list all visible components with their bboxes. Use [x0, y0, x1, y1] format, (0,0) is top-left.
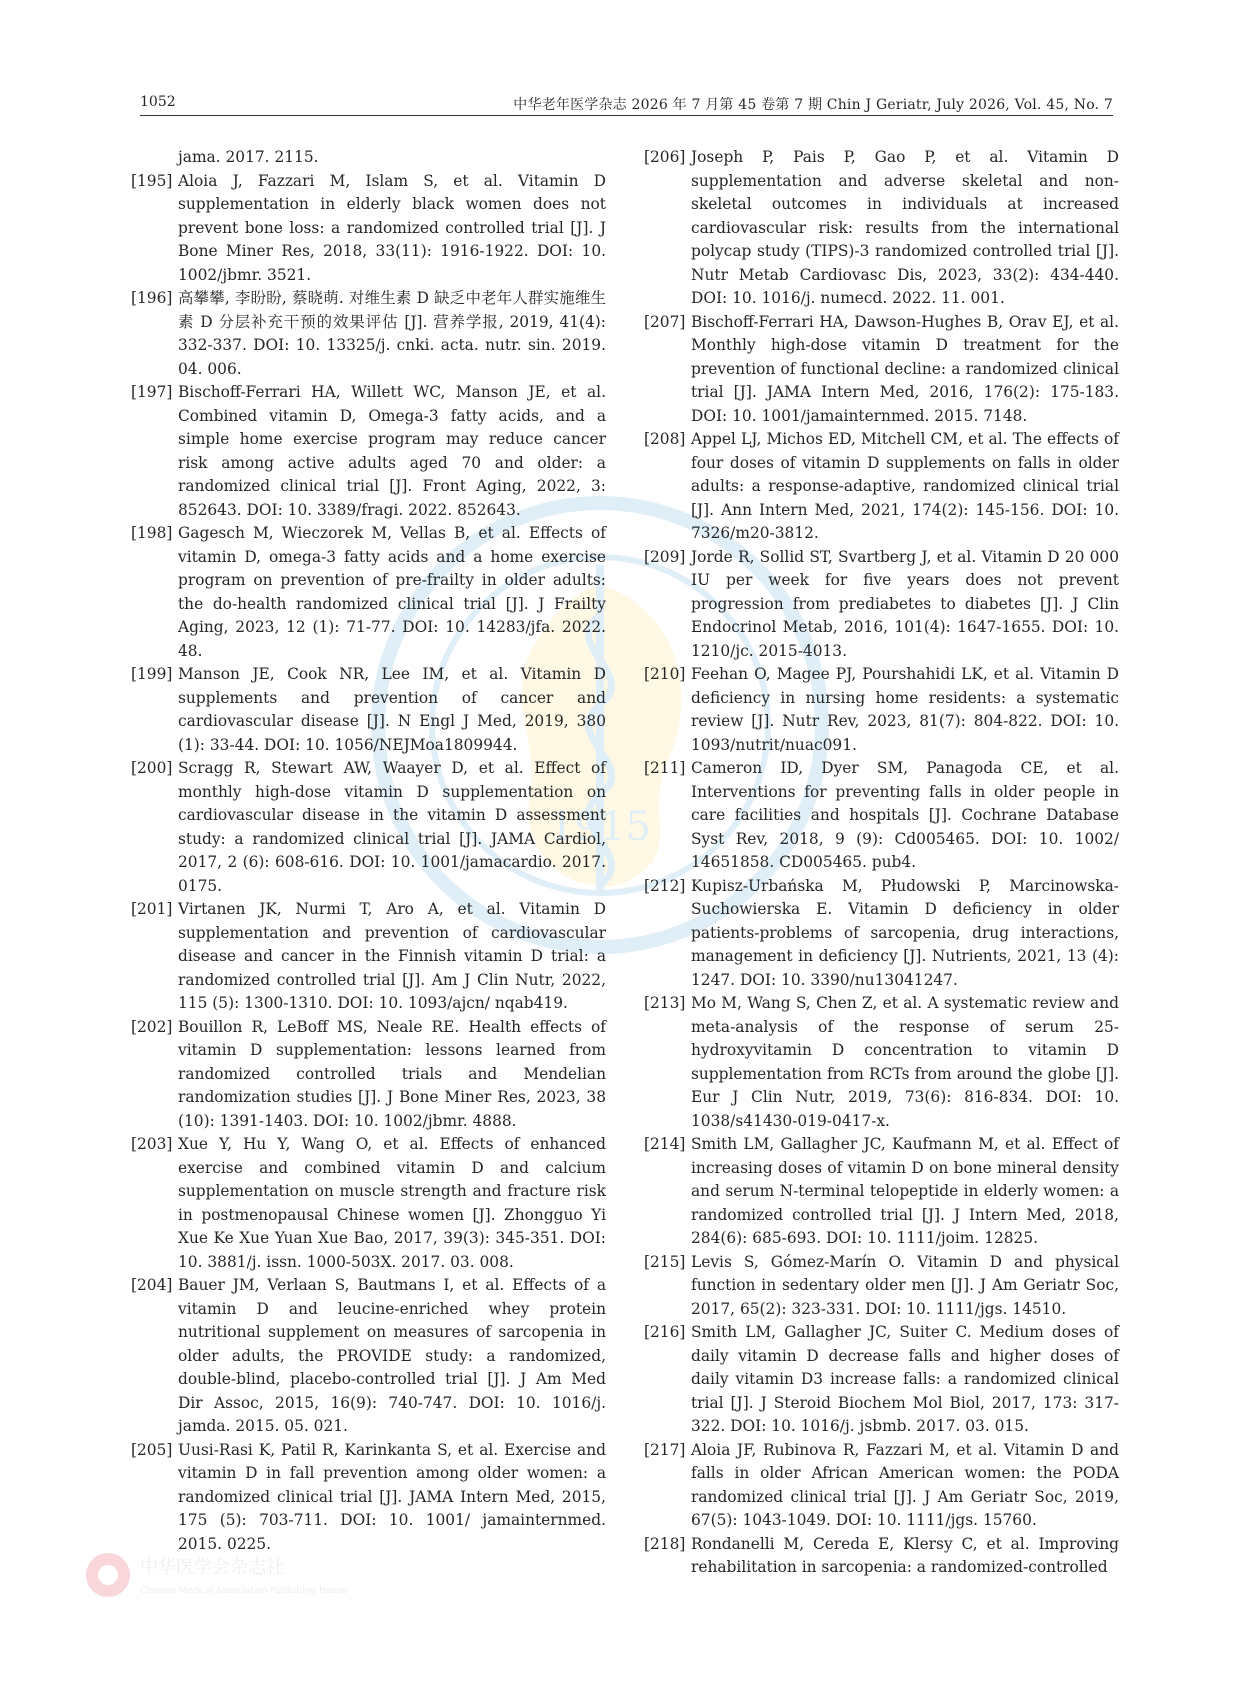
reference-entry: [644, 311, 1119, 429]
reference-entry: [131, 1016, 606, 1134]
reference-number: [206]: [644, 148, 686, 166]
reference-number: [200]: [131, 759, 173, 777]
reference-number: [195]: [131, 171, 173, 190]
reference-number: [205]: [131, 1440, 173, 1459]
reference-entry: [644, 1251, 1119, 1322]
reference-entry: [644, 663, 1119, 757]
reference-entry: [644, 757, 1119, 875]
reference-text: Mo M, Wang S, Chen Z, et al. A systematic review and meta-analysis of the response of serum 25-hydroxyvitamin D concentration to vitamin D supplementation from RCTs from around the globe [J]. Eur J Clin Nutr, 2019, 73(6): 816-834. DOI: 10. 1038/s41430-019-0417-x.: [691, 994, 1119, 1130]
page-number: 1052: [140, 94, 176, 110]
reference-text: Virtanen JK, Nurmi T, Aro A, et al. Vitamin D supplementation and prevention of cardiovascular disease and cancer in the Finnish vitamin D trial: a randomized controlled trial [J]. Am J Clin Nutr, 2022, 115 (5): 1300-1310. DOI: 10. 1093/ajcn/ nqab419.: [178, 900, 606, 1012]
reference-text: Appel LJ, Michos ED, Mitchell CM, et al. The effects of four doses of vitamin D supplements on falls in older adults: a response-adaptive, randomized clinical trial [J]. Ann Intern Med, 2021, 174(2): 145-156. DOI: 10. 7326/m20-3812.: [691, 430, 1119, 542]
reference-number: [204]: [131, 1276, 173, 1294]
reference-text: Bischoff-Ferrari HA, Willett WC, Manson JE, et al. Combined vitamin D, Omega-3 fatty acids, and a simple home exercise program may reduce cancer risk among active adults aged 70 and older: a randomized clinical trial [J]. Front Aging, 2022, 3: 852643. DOI: 10. 3389/fragi. 2022. 852643.: [178, 383, 606, 519]
reference-text: Kupisz-Urbańska M, Płudowski P, Marcinowska-Suchowierska E. Vitamin D deficiency in older patients-problems of sarcopenia, drug interactions, management in deficiency [J]. Nutrients, 2021, 13 (4): 1247. DOI: 10. 3390/nu13041247.: [691, 876, 1119, 989]
reference-entry: [644, 1533, 1119, 1580]
reference-text: 高攀攀, 李盼盼, 蔡晓萌. 对维生素 D 缺乏中老年人群实施维生素 D 分层补充干预的效果评估 [J]. 营养学报, 2019, 41(4): 332-337. DOI: 10. 13325/j. cnki. acta. nutr. sin. 2019. 04. 006.: [178, 289, 606, 378]
reference-text: Gagesch M, Wieczorek M, Vellas B, et al. Effects of vitamin D, omega-3 fatty acids and a home exercise program on prevention of pre-frailty in older adults: the do-health randomized clinical trial [J]. J Frailty Aging, 2023, 12 (1): 71-77. DOI: 10. 14283/jfa. 2022. 48.: [178, 524, 606, 660]
reference-number: [215]: [644, 1252, 686, 1271]
reference-number: [216]: [644, 1323, 686, 1341]
reference-entry: [131, 757, 606, 898]
reference-entry: [131, 522, 606, 663]
reference-text: Bauer JM, Verlaan S, Bautmans I, et al. Effects of a vitamin D and leucine-enriched whey protein nutritional supplement on measures of sarcopenia in older adults, the PROVIDE study: a randomized, double-blind, placebo-controlled trial [J]. J Am Med Dir Assoc, 2015, 16(9): 740-747. DOI: 10. 1016/j. jamda. 2015. 05. 021.: [178, 1276, 606, 1435]
reference-text: Uusi-Rasi K, Patil R, Karinkanta S, et al. Exercise and vitamin D in fall prevention among older women: a randomized clinical trial [J]. JAMA Intern Med, 2015, 175 (5): 703-711. DOI: 10. 1001/ jamainternmed. 2015. 0225.: [178, 1440, 606, 1553]
reference-entry: [644, 1321, 1119, 1439]
reference-entry: [644, 428, 1119, 546]
svg-text:中华医学会杂志社: 中华医学会杂志社: [140, 1557, 284, 1578]
reference-number: [202]: [131, 1017, 173, 1036]
reference-text: Smith LM, Gallagher JC, Suiter C. Medium doses of daily vitamin D decrease falls and higher doses of daily vitamin D3 increase falls: a randomized clinical trial [J]. J Steroid Biochem Mol Biol, 2017, 173: 317-322. DOI: 10. 1016/j. jsbmb. 2017. 03. 015.: [691, 1323, 1119, 1435]
reference-entry: [644, 1439, 1119, 1533]
reference-text: Jorde R, Sollid ST, Svartberg J, et al. Vitamin D 20 000 IU per week for five years does not prevent progression from prediabetes to diabetes [J]. J Clin Endocrinol Metab, 2016, 101(4): 1647-1655. DOI: 10. 1210/jc. 2015-4013.: [691, 547, 1119, 660]
reference-entry: [644, 146, 1119, 311]
reference-entry: [131, 287, 606, 381]
reference-number: [208]: [644, 430, 686, 448]
reference-text: Bouillon R, LeBoff MS, Neale RE. Health effects of vitamin D supplementation: lessons learned from randomized controlled trials and Mendelian randomization studies [J]. J Bone Miner Res, 2023, 38 (10): 1391-1403. DOI: 10. 1002/jbmr. 4888.: [178, 1017, 606, 1130]
svg-text:1915: 1915: [549, 804, 651, 850]
reference-number: [211]: [644, 759, 686, 777]
reference-entry: [644, 875, 1119, 993]
svg-text:Chinese Medical Association Pu: Chinese Medical Association Publishing House: [140, 1586, 348, 1596]
reference-text: Joseph P, Pais P, Gao P, et al. Vitamin D supplementation and adverse skeletal and non-skeletal outcomes in individuals at increased cardiovascular risk: results from the international polycap study (TIPS)-3 randomized controlled trial [J]. Nutr Metab Cardiovasc Dis, 2023, 33(2): 434-440. DOI: 10. 1016/j. numecd. 2022. 11. 001.: [691, 148, 1119, 307]
reference-entry: [131, 1439, 606, 1557]
reference-entry: [644, 1133, 1119, 1251]
reference-number: [218]: [644, 1534, 686, 1553]
reference-text: Scragg R, Stewart AW, Waayer D, et al. Effect of monthly high-dose vitamin D supplementation on cardiovascular disease in the vitamin D assessment study: a randomized clinical trial [J]. JAMA Cardiol, 2017, 2 (6): 608-616. DOI: 10. 1001/jamacardio. 2017. 0175.: [178, 759, 606, 895]
reference-number: [198]: [131, 524, 173, 542]
reference-text: Xue Y, Hu Y, Wang O, et al. Effects of enhanced exercise and combined vitamin D and calcium supplementation on muscle strength and fracture risk in postmenopausal Chinese women [J]. Zhongguo Yi Xue Ke Xue Yuan Xue Bao, 2017, 39(3): 345-351. DOI: 10. 3881/j. issn. 1000-503X. 2017. 03. 008.: [178, 1135, 606, 1271]
reference-text: Cameron ID, Dyer SM, Panagoda CE, et al. Interventions for preventing falls in older people in care facilities and hospitals [J]. Cochrane Database Syst Rev, 2018, 9 (9): Cd005465. DOI: 10. 1002/ 14651858. CD005465. pub4.: [691, 759, 1119, 871]
reference-number: [196]: [131, 289, 173, 307]
reference-entry: [131, 1274, 606, 1439]
reference-entry: [131, 1133, 606, 1274]
reference-number: [209]: [644, 547, 686, 566]
reference-text: Aloia JF, Rubinova R, Fazzari M, et al. Vitamin D and falls in older African American women: the PODA randomized clinical trial [J]. J Am Geriatr Soc, 2019, 67(5): 1043-1049. DOI: 10. 1111/jgs. 15760.: [691, 1440, 1119, 1529]
reference-text: Aloia J, Fazzari M, Islam S, et al. Vitamin D supplementation in elderly black women does not prevent bone loss: a randomized controlled trial [J]. J Bone Miner Res, 2018, 33(11): 1916-1922. DOI: 10. 1002/jbmr. 3521.: [178, 171, 606, 284]
reference-number: [213]: [644, 994, 686, 1012]
reference-continuation: jama. 2017. 2115.: [178, 148, 319, 166]
reference-number: [210]: [644, 665, 686, 683]
reference-text: Levis S, Gómez-Marín O. Vitamin D and physical function in sedentary older men [J]. J Am Geriatr Soc, 2017, 65(2): 323-331. DOI: 10. 1111/jgs. 14510.: [691, 1252, 1119, 1318]
reference-number: [217]: [644, 1440, 686, 1459]
reference-entry: [131, 170, 606, 288]
left-column: [131, 146, 606, 1556]
reference-entry: [131, 898, 606, 1016]
reference-number: [207]: [644, 312, 686, 331]
reference-text: Smith LM, Gallagher JC, Kaufmann M, et al. Effect of increasing doses of vitamin D on bone mineral density and serum N-terminal telopeptide in elderly women: a randomized controlled trial [J]. J Intern Med, 2018, 284(6): 685-693. DOI: 10. 1111/joim. 12825.: [691, 1135, 1119, 1247]
reference-number: [214]: [644, 1135, 686, 1153]
reference-entry: [131, 663, 606, 757]
reference-entry: [644, 992, 1119, 1133]
reference-entry: [131, 381, 606, 522]
right-column: [644, 146, 1119, 1580]
reference-entry: [644, 546, 1119, 664]
reference-text: Manson JE, Cook NR, Lee IM, et al. Vitamin D supplements and prevention of cancer and cardiovascular disease [J]. N Engl J Med, 2019, 380 (1): 33-44. DOI: 10. 1056/NEJMoa1809944.: [178, 665, 606, 754]
reference-number: [201]: [131, 900, 173, 918]
page-header: [140, 91, 1113, 116]
reference-number: [212]: [644, 876, 686, 895]
reference-number: [199]: [131, 665, 173, 683]
reference-text: Rondanelli M, Cereda E, Klersy C, et al. Improving rehabilitation in sarcopenia: a randomized-controlled: [691, 1534, 1119, 1576]
reference-number: [203]: [131, 1135, 173, 1153]
reference-number: [197]: [131, 383, 173, 401]
reference-text: Feehan O, Magee PJ, Pourshahidi LK, et al. Vitamin D deficiency in nursing home residents: a systematic review [J]. Nutr Rev, 2023, 81(7): 804-822. DOI: 10. 1093/nutrit/nuac091.: [691, 665, 1119, 754]
running-head: 中华老年医学杂志 2026 年 7 月第 45 卷第 7 期 Chin J Geriatr, July 2026, Vol. 45, No. 7: [513, 97, 1113, 113]
reference-text: Bischoff-Ferrari HA, Dawson-Hughes B, Orav EJ, et al. Monthly high-dose vitamin D treatment for the prevention of functional decline: a randomized clinical trial [J]. JAMA Intern Med, 2016, 176(2): 175-183. DOI: 10. 1001/jamainternmed. 2015. 7148.: [691, 312, 1119, 425]
